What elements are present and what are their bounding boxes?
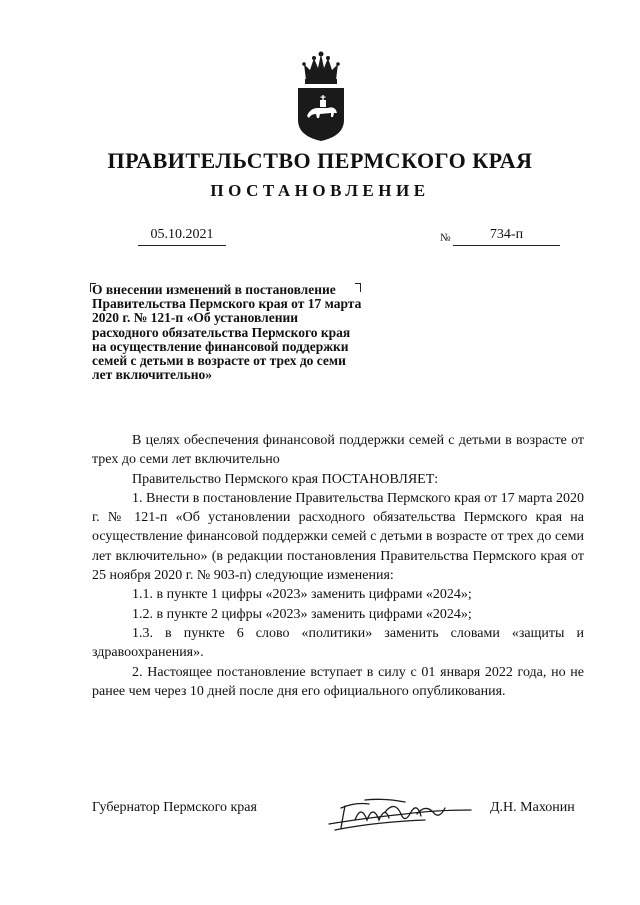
- number-underline: [453, 245, 560, 246]
- body-paragraph-item-1-3: 1.3. в пункте 6 слово «политики» заменить словами «защиты и здравоохранения».: [92, 625, 584, 661]
- subject-line: на осуществление финансовой поддержки: [92, 338, 349, 354]
- subject-line: Правительства Пермского края от 17 марта: [92, 296, 362, 312]
- subject-line: семей с детьми в возрасте от трех до семи: [92, 353, 346, 369]
- body-paragraph-item-1-2: 1.2. в пункте 2 цифры «2023» заменить цифрами «2024»;: [132, 606, 472, 622]
- subject-line: лет включительно»: [92, 367, 213, 383]
- government-title: ПРАВИТЕЛЬСТВО ПЕРМСКОГО КРАЯ: [107, 148, 533, 173]
- date-underline: [138, 245, 226, 246]
- body-paragraph-item-2: 2. Настоящее постановление вступает в силу с 01 января 2022 года, но не ранее чем через 10 дней после дня его официального опубликования.: [92, 664, 584, 699]
- document-type: ПОСТАНОВЛЕНИЕ: [210, 181, 430, 200]
- body-paragraph-item-1: 1. Внести в постановление Правительства Пермского края от 17 марта 2020 г. № 121-п «Об установлении расходного обязательства Пермского края на осуществление финансовой поддержки семей с детьми в возрасте от трех до семи лет включительно» (в редакции постановления Правительства Пермского края от 25 ноября 2020 г. № 903-п) следующие изменения:: [92, 490, 584, 584]
- signatory-position: Губернатор Пермского края: [92, 800, 257, 815]
- document-body: [92, 431, 584, 701]
- body-paragraph-item-1-1: 1.1. в пункте 1 цифры «2023» заменить цифрами «2024»;: [132, 587, 472, 603]
- subject-line: расходного обязательства Пермского края: [92, 324, 351, 340]
- subject-line: О внесении изменений в постановление: [92, 282, 336, 297]
- subject-line: 2020 г. № 121-п «Об установлении: [92, 310, 299, 326]
- body-paragraph-preamble: В целях обеспечения финансовой поддержки семей с детьми в возрасте от трех до семи лет включительно: [92, 433, 584, 468]
- document-subject: [92, 283, 422, 382]
- coat-of-arms-icon: [290, 50, 352, 142]
- handwritten-signature: [325, 790, 475, 835]
- document-number: 734-п: [489, 227, 524, 242]
- document-date: 05.10.2021: [150, 227, 214, 242]
- body-paragraph-resolves: Правительство Пермского края ПОСТАНОВЛЯЕТ:: [132, 471, 439, 487]
- signatory-name: Д.Н. Махонин: [490, 800, 575, 815]
- number-sign: №: [440, 232, 451, 244]
